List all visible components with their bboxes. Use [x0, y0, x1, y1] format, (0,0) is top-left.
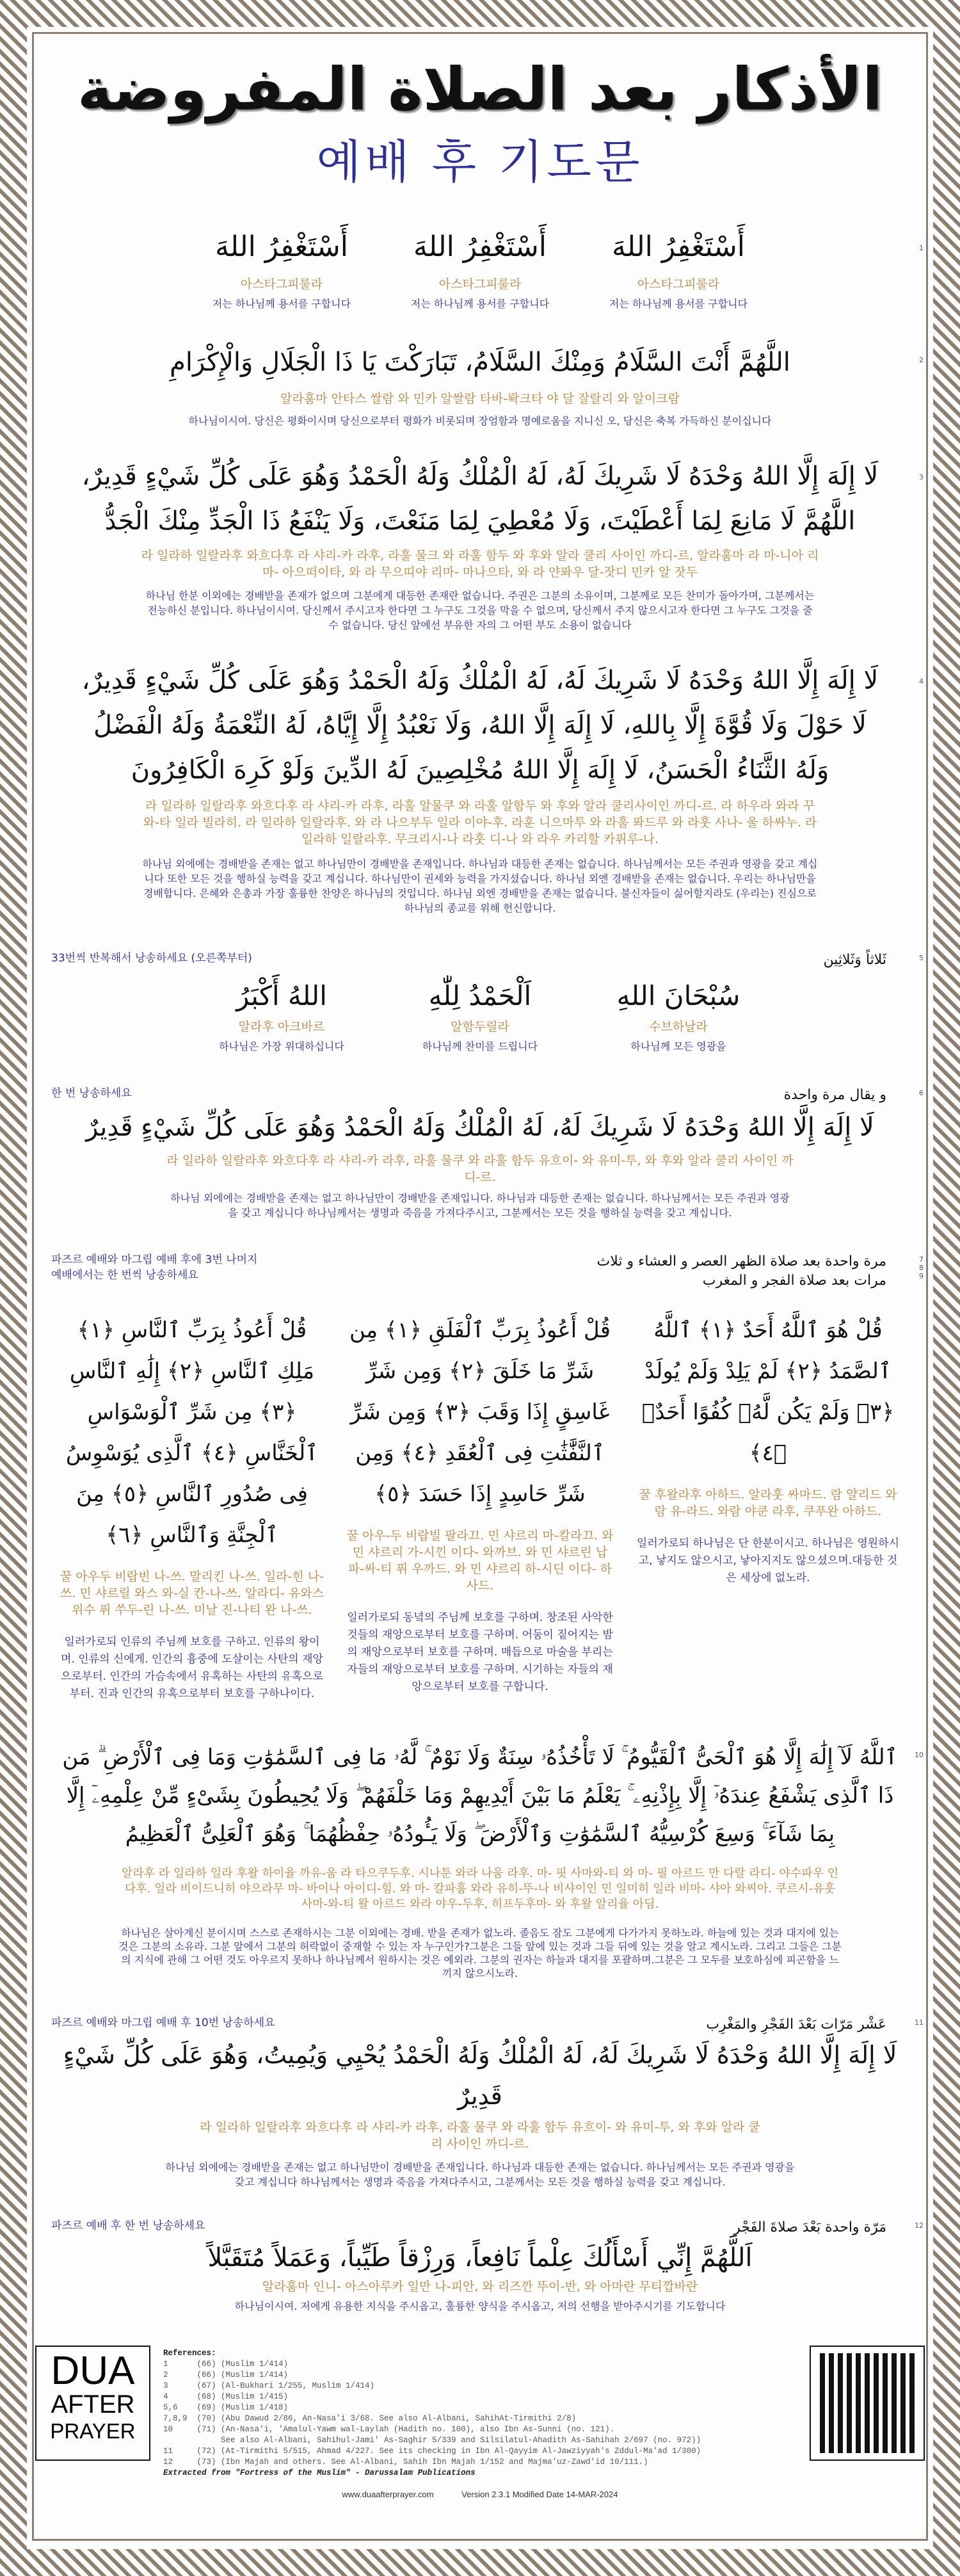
version-info: Version 2.3.1 Modified Date 14-MAR-2024 — [461, 2490, 618, 2499]
translation: 일러가로되 하나님은 단 한분이시고. 하나님은 영원하시고, 낳지도 않으시고, 낳아지지도 않으셨으며.대등한 것은 세상에 없노라. — [636, 1537, 900, 1584]
instruction-line: 파즈르 예배와 마그립 예배 후에 3번 나머지 — [51, 1253, 258, 1266]
section-4 — [35, 658, 925, 915]
romanization: 아스타그피룰라 — [240, 277, 323, 291]
romanization: 알함두릴라 — [451, 1020, 509, 1034]
footer — [35, 2346, 925, 2518]
dhikr-item — [595, 974, 762, 1054]
reference-item: 3 (67) (Al-Bukhari 1/255, Muslim 1/414) — [163, 2381, 375, 2390]
reference-item: 4 (68) (Muslim 1/415) — [163, 2392, 289, 2401]
section-header — [35, 951, 925, 970]
translation: 일러가로되 인류의 주님께 보호를 구하고. 인류의 왕이며. 인류의 신에게. 인간의 흉중에 도살이는 사탄의 재앙으로부터. 인간의 가슴속에서 유혹하는 사탄의 유혹으로부터. 진과 인간의 유혹으로부터 보호를 구하나이다. — [60, 1636, 324, 1700]
romanization: 알라후 아크바르 — [238, 1020, 325, 1034]
romanization: 꿀 아우두 비랍빈 나-쓰. 말리킨 나-쓰. 일라-힌 나-쓰. 민 샤르릴 와스 와-실 칸-나-쓰. 알라디- 유와스위수 퓌 쑤두-린 나-쓰. 미날 진-나티 완 나-쓰. — [60, 1570, 324, 1617]
instruction-label: 33번씩 반복해서 낭송하세요 (오른쪽부터) — [51, 952, 252, 965]
translation: 하나님이시여. 저에게 유용한 지식을 주시옵고, 훌륭한 양식을 주시옵고, 저의 선행을 받아주시기를 기도합니다 — [234, 2300, 726, 2312]
arabic-text: لَا إِلَهَ إِلَّا اللهُ وَحْدَهُ لَا شَرِيكَ لَهُ، لَهُ الْمُلْكُ وَلَهُ الْحَمْدُ وَهُوَ عَلَى كُلِّ شَيْءٍ قَدِيرٌ — [86, 1113, 874, 1142]
arabic-instruction-line: مرات بعد صلاة الفجر و المغرب — [702, 1273, 886, 1289]
romanization: 꿀 아우-두 비랍빌 팔라끄. 민 샤르리 마-칼라끄. 와 민 샤르리 가-시낀 이다- 와까브. 와 민 샤르린 납파-싸-티 퓌 우까드. 와 민 샤르리 하-시딘 이다- 하사드. — [346, 1529, 614, 1593]
references — [163, 2348, 701, 2479]
section-12 — [35, 2218, 925, 2314]
section-10-ayat-al-kursi — [35, 1738, 925, 1980]
footer-meta — [35, 2490, 925, 2499]
arabic-text: اللَّهُمَّ أَنْتَ السَّلَامُ وَمِنْكَ السَّلَامُ، تَبَارَكْتَ يَا ذَا الْجَلَالِ وَالْإِكْرَامِ — [170, 348, 790, 377]
qr-code[interactable] — [810, 2346, 925, 2461]
translation: 하나님은 가장 위대하십니다 — [219, 1040, 344, 1052]
section-header — [35, 2015, 925, 2034]
page-content — [35, 0, 925, 2576]
translation: 저는 하나님께 용서를 구합니다 — [410, 298, 550, 310]
section-7-9 — [35, 1252, 925, 1703]
romanization: 라 일라하 일랄라후 와흐다후 라 샤리-카 라후, 라훌 물쿠 와 라훌 함두 유흐이- 와 유미-투, 와 후와 알라 쿨리 사이인 까디-르. — [166, 1154, 794, 1184]
section-1 — [35, 218, 925, 311]
arabic-text: سُبْحَانَ اللهِ — [616, 980, 740, 1011]
section-numbers — [919, 1255, 924, 1280]
reference-item: 2 (66) (Muslim 1/414) — [163, 2371, 289, 2379]
arabic-instruction-line: مرة واحدة بعد صلاة الظهر العصر و العشاء و ثلاث — [596, 1253, 886, 1269]
section-11 — [35, 2015, 925, 2189]
section-2 — [35, 337, 925, 428]
arabic-text: قُلْ أَعُوذُ بِرَبِّ ٱلنَّاسِ ﴿١﴾ مَلِكِ ٱلنَّاسِ ﴿٢﴾ إِلَٰهِ ٱلنَّاسِ ﴿٣﴾ مِن شَرِّ ٱلْوَسْوَاسِ ٱلْخَنَّاسِ ﴿٤﴾ ٱلَّذِى يُوَسْوِسُ فِى صُدُورِ ٱلنَّاسِ ﴿٥﴾ مِنَ ٱلْجِنَّةِ وَٱلنَّاسِ ﴿٦﴾ — [65, 1317, 319, 1548]
arabic-text: أَسْتَغْفِرُ اللهَ — [215, 230, 348, 263]
section-number: 4 — [919, 677, 924, 686]
arabic-instruction: عَشْر مَرّات بَعْدَ الفَجْرِ والمَغْرِب — [706, 2017, 886, 2033]
reference-item: See also Al-Albani, Sahihul-Jami' As-Saghir 5/339 and Silsilatul-Ahadith As-Sahihah 2/697 (no. 972)) — [163, 2436, 701, 2445]
section-number: 8 — [919, 1264, 924, 1272]
translation: 저는 하나님께 용서를 구합니다 — [212, 298, 351, 310]
translation: 하나님 한분 이외에는 경배받을 존재가 없으며 그분에게 대등한 존재란 없습니다. 주권은 그분의 소유이며, 그분께로 모든 찬미가 돌아가며, 그분께서는 전능하신 분입니다. 하나님이시여. 당신께서 주시고자 한다면 그 누구도 그것을 막을 수 없으며, 당신께서 주지 않으시고자 한다면 그 누구도 그것을 줄 수 없습니다. 당신 앞에선 부유한 자의 그 어떤 부도 소용이 없습니다 — [145, 590, 815, 631]
section-number: 6 — [919, 1089, 924, 1097]
arabic-text: أَسْتَغْفِرُ اللهَ — [413, 230, 547, 263]
instruction-line: 예배에서는 한 번씩 낭송하세요 — [51, 1269, 198, 1282]
section-number: 9 — [919, 1272, 924, 1280]
reference-item: 10 (71) (An-Nasa'i, 'Amalul-Yawm wal-Laylah (Hadith no. 100), also Ibn As-Sunni (no. 121). — [163, 2425, 615, 2434]
references-title: References: — [163, 2349, 216, 2358]
section-number: 7 — [919, 1255, 924, 1264]
reference-item: 11 (72) (At-Tirmithi 5/515, Ahmad 4/227. See its checking in Ibn Al-Qayyim Al-Jawziyyah's Zddul-Ma'ad 1/300) — [163, 2447, 701, 2456]
translation: 하나님께 모든 영광을 — [630, 1040, 726, 1052]
arabic-text: ٱللَّهُ لَآ إِلَٰهَ إِلَّا هُوَ ٱلْحَىُّ ٱلْقَيُّومُ ۚ لَا تَأْخُذُهُۥ سِنَةٌ وَلَا نَوْمٌ ۚ لَّهُۥ مَا فِى ٱلسَّمَٰوَٰتِ وَمَا فِى ٱلْأَرْضِ ۗ مَن ذَا ٱلَّذِى يَشْفَعُ عِندَهُۥٓ إِلَّا بِإِذْنِهِۦ ۚ يَعْلَمُ مَا بَيْنَ أَيْدِيهِمْ وَمَا خَلْفَهُمْ ۖ وَلَا يُحِيطُونَ بِشَىْءٍ مِّنْ عِلْمِهِۦٓ إِلَّا بِمَا شَآءَ ۚ وَسِعَ كُرْسِيُّهُ ٱلسَّمَٰوَٰتِ وَٱلْأَرْضَ ۖ وَلَا يَـُٔودُهُۥ حِفْظُهُمَا ۚ وَهُوَ ٱلْعَلِىُّ ٱلْعَظِيمُ — [62, 1744, 898, 1847]
section-number: 5 — [919, 954, 924, 962]
arabic-instruction: و يقال مرة واحدة — [783, 1087, 886, 1103]
dhikr-item — [198, 218, 365, 311]
arabic-line: اللَّهُمَّ لَا مَانِعَ لِمَا أَعْطَيْتَ، وَلَا مُعْطِيَ لِمَا مَنَعْتَ، وَلَا يَنْفَعُ ذَا الْجَدِّ مِنْكَ الْجَدُّ — [104, 506, 856, 536]
reference-item: 7,8,9 (70) (Abu Dawud 2/86, An-Nasa'i 3/68. See also Al-Albani, SahihAt-Tirmithi 2/8) — [163, 2414, 577, 2423]
dua-after-prayer-logo — [35, 2346, 150, 2461]
arabic-instruction — [596, 1252, 886, 1291]
romanization: 아스타그피룰라 — [637, 277, 720, 291]
section-number: 11 — [915, 2018, 924, 2027]
section-3 — [35, 454, 925, 632]
section-number: 3 — [919, 473, 924, 481]
arabic-text: أَسْتَغْفِرُ اللهَ — [612, 230, 745, 263]
translation: 저는 하나님께 용서를 구합니다 — [609, 298, 748, 310]
dhikr-item — [397, 974, 563, 1054]
surah-nas — [58, 1310, 326, 1703]
romanization: 꿀 후왈라후 아하드. 알라훗 싸마드. 람 얄리드 와람 유-라드. 와람 야쿤 라후, 쿠푸완 아하드. — [639, 1488, 897, 1518]
section-number: 12 — [915, 2221, 924, 2230]
romanization: 알라후 라 일라하 일라 후왈 하이율 까유-움 라 타으쿠두후. 시나툰 와라 나움 라후. 마- 핏 사마와-티 와 마- 필 아르드 만 다랄 라디- 야수파우 인다후. 일라 비이드니히 야으라무 마- 바이나 아이디-힘. 와 마- 칼파훔 와라 유히-뚜-나 비샤이인 민 일미히 일라 비마- 샤아 와씨아. 쿠르시-유훗 사마-와-티 왈 아르드 와라 야우-두후, 히프두후마- 와 후왈 알리율 아딤. — [121, 1867, 839, 1911]
translation: 하나님은 살아계신 분이시며 스스로 존재하시는 그분 이외에는 경배. 받을 존재가 없노라. 졸음도 잠도 그분에게 다가가지 못하노라. 하늘에 있는 것과 대지에 있는 것은 그분의 소유라. 그분 앞에서 그분의 허락없이 중재할 수 있는 자 누구인가?그분은 그들 앞에 있는 것과 그들 뒤에 있는 것을 알고 계시노라. 그리고 그들은 그분의 지식에 관해 그 어떤 것도 아우르지 못하나 하나님께서 원하시는 것은 예외라. 그분의 권자는 하늘과 대지를 포괄하며.그분은 그 모두를 보호하심에 피곤함을 느끼지 않으시노라. — [118, 1927, 842, 1979]
romanization: 라 일라하 일랄라후 와흐다후 라 샤리-카 라후, 라훌 물쿠 와 라훌 함두 유흐이- 와 유미-투, 와 후와 알라 쿨리 사이인 까디-르. — [200, 2120, 760, 2151]
website-link[interactable]: www.duaafterprayer.com — [342, 2490, 434, 2499]
arabic-text: اللهُ أَكْبَرُ — [236, 980, 327, 1011]
logo-text: AFTER — [51, 2390, 135, 2419]
arabic-text: قُلْ هُوَ ٱللَّهُ أَحَدٌ ﴿١﴾ ٱللَّهُ ٱلصَّمَدُ ﴿٢﴾ لَمْ يَلِدْ وَلَمْ يُولَدْ ﴿٣﴾ وَلَمْ يَكُن لَّهُۥ كُفُوًا أَحَدٌۢ ﴿٤﴾ — [641, 1317, 895, 1466]
reference-item: 12 (73) (Ibn Majah and others. See Al-Albani, Sahih Ibn Majah 1/152 and Majma'uz-Zawd'id 10/111.) — [163, 2458, 648, 2467]
title-korean: 예배 후 기도문 — [316, 135, 644, 189]
romanization: 알라훔마 안타스 쌀람 와 민카 알쌀람 타바-롹크타 야 달 잘랄리 와 알이크람 — [280, 392, 680, 406]
translation: 하나님 외에에는 경배받을 존재는 없고 하나님만이 경배받을 존재입니다. 하나님과 대등한 존재는 없습니다. 하나님께서는 모든 주권과 영광을 갖고 계십니다 하나님께서는 생명과 죽음을 가져다주시고, 그분께서는 모든 것을 행하실 능력을 갖고 계십니다. — [165, 2161, 795, 2188]
romanization: 알라훔마 인니- 아스아루카 일만 나-피안, 와 리즈깐 뚜이-반, 와 아마란 무티깝바란 — [262, 2280, 698, 2294]
romanization: 라 일라하 일랄라후 와흐다후 라 샤리-카 라후, 라훌 알물쿠 와 라훌 알함두 와 후와 알라 쿨리사이인 까디-르. 라 하우라 와라 꾸와-타 일라 빌라히. 라 일라하 일랄라후. 와 라 나으부두 일라 이야-후. 라훈 니으마투 와 라훌 퐈드루 와 라훗 사나- 울 하싸누. 라 일라하 일랄라후. 무크리시-나 라훗 디-나 와 라우 카리할 카퓌루-나. — [143, 799, 817, 846]
surah-ikhlas — [634, 1310, 902, 1703]
instruction-label: 파즈르 예배와 마그립 예배 후 10번 낭송하세요 — [51, 2017, 275, 2029]
translation: 하나님 외에에는 경배받을 존재는 없고 하나님만이 경배받을 존재입니다. 하나님과 대등한 존재는 없습니다. 하나님께서는 모든 주권과 영광을 갖고 계십니다 하나님께서는 생명과 죽음을 가져다주시고, 그분께서는 모든 것을 행하실 능력을 갖고 계십니다. — [170, 1192, 790, 1219]
reference-item: 5,6 (69) (Muslim 1/418) — [163, 2403, 289, 2412]
arabic-text: اَللَّهُمَّ إِنِّي أَسْأَلُكَ عِلْماً نَافِعاً، وَرِزْقاً طَيِّباً، وَعَمَلاً مُتَقَبَّلاً — [207, 2243, 753, 2273]
arabic-text: اَلْحَمْدُ لِلّٰهِ — [428, 980, 532, 1011]
section-header — [35, 1252, 925, 1291]
section-number: 2 — [919, 356, 924, 364]
dhikr-item — [198, 974, 365, 1054]
dhikr-item — [397, 218, 563, 311]
translation: 하나님께 찬미를 드립니다 — [422, 1040, 538, 1052]
translation: 일러가로되 동녘의 주님께 보호를 구하며. 창조된 사악한 것들의 재앙으로부터 보호를 구하며. 어둠이 짙어지는 밤의 재앙으로부터 보호를 구하며. 매듭으로 마술을 부리는 자들의 재앙으로부터 보호를 구하며. 시기하는 자들의 재앙으로부터 보호를 구합니다. — [347, 1611, 613, 1693]
title-arabic: الأذكار بعد الصلاة المفروضة — [77, 55, 883, 124]
section-number: 10 — [915, 1751, 924, 1759]
arabic-line: لَا إِلَهَ إِلَّا اللهُ وَحْدَهُ لَا شَرِيكَ لَهُ، لَهُ الْمُلْكُ وَلَهُ الْحَمْدُ وَهُوَ عَلَى كُلِّ شَيْءٍ قَدِيرٌ، — [81, 462, 879, 491]
romanization: 아스타그피룰라 — [438, 277, 522, 291]
translation: 하나님 외에에는 경배받을 존재는 없고 하나님만이 경배받을 존재입니다. 하나님과 대등한 존재는 없습니다. 하나님께서는 모든 주권과 영광을 갖고 계십니다 또한 모든 것을 행하실 능력을 갖고 계십니다. 하나님만이 권세와 능력을 가지셨습니다. 하나님 외엔 경배받을 존재는 없습니다. 우리는 하나님만을 경배합니다. 은혜와 은총과 가장 훌륭한 찬양은 하나님의 것입니다. 하나님 외엔 경배받을 존재는 없습니다. 불신자들이 싫어할지라도 (우리는) 진심으로 하나님의 종교를 위해 헌신합니다. — [142, 858, 818, 914]
source-note: Extracted from "Fortress of the Muslim" - Darussalam Publications — [163, 2468, 476, 2477]
arabic-line: وَلَهُ الثَّنَاءُ الْحَسَنُ، لَا إِلَهَ إِلَّا اللهُ مُخْلِصِينَ لَهُ الدِّينَ وَلَوْ كَرِهَ الْكَافِرُونَ — [131, 755, 829, 785]
section-header — [35, 2218, 925, 2237]
arabic-instruction: ثَلاثاً وَثَلاثِين — [823, 952, 886, 968]
arabic-text: قُلْ أَعُوذُ بِرَبِّ ٱلْفَلَقِ ﴿١﴾ مِن شَرِّ مَا خَلَقَ ﴿٢﴾ وَمِن شَرِّ غَاسِقٍ إِذَا وَقَبَ ﴿٣﴾ وَمِن شَرِّ ٱلنَّفَّٰثَٰتِ فِى ٱلْعُقَدِ ﴿٤﴾ وَمِن شَرِّ حَاسِدٍ إِذَا حَسَدَ ﴿٥﴾ — [349, 1317, 611, 1507]
instruction-label — [51, 1252, 257, 1283]
logo-text: PRAYER — [50, 2419, 136, 2443]
romanization: 라 일라하 일랄라후 와흐다후 라 샤리-카 라후, 라훌 물크 와 라훌 함두 와 후와 알라 쿨리 사이인 까디-르, 알라훔마 라 마-니아 리마- 아으떠이타, 와 라 무으띠야 리마- 마나으타, 와 라 얀퐈우 달-잣디 민카 알 잣두 — [141, 549, 819, 579]
instruction-label: 파즈르 예배 후 한 번 낭송하세요 — [51, 2219, 205, 2232]
reference-item: 1 (66) (Muslim 1/414) — [163, 2360, 289, 2369]
arabic-text: لَا إِلَهَ إِلَّا اللهُ وَحْدَهُ لَا شَرِيكَ لَهُ، لَهُ الْمُلْكُ وَلَهُ الْحَمْدُ يُحْيِي وَيُمِيتُ، وَهُوَ عَلَى كُلِّ شَيْءٍ قَدِيرٌ — [63, 2041, 897, 2110]
romanization: 수브하날라 — [649, 1020, 708, 1034]
arabic-line: لَا حَوْلَ وَلَا قُوَّةَ إِلَّا بِاللهِ، لَا إِلَهَ إِلَّا اللهُ، وَلَا نَعْبُدُ إِلَّا إِيَّاهُ، لَهُ النِّعْمَةُ وَلَهُ الْفَضْلُ — [93, 711, 867, 740]
arabic-instruction: مَرّة واحدة بَعْدَ صلاةَ الفَجْر — [733, 2219, 886, 2235]
arabic-line: لَا إِلَهَ إِلَّا اللهُ وَحْدَهُ لَا شَرِيكَ لَهُ، لَهُ الْمُلْكُ وَلَهُ الْحَمْدُ وَهُوَ عَلَى كُلِّ شَيْءٍ قَدِيرٌ، — [81, 666, 879, 695]
logo-text: DUA — [51, 2349, 135, 2393]
instruction-label: 한 번 낭송하세요 — [51, 1087, 132, 1100]
translation: 하나님이시여. 당신은 평화이시며 당신으로부터 평화가 비롯되며 장엄함과 명예로움을 지니신 오, 당신은 축복 가득하신 분이십니다 — [188, 415, 772, 427]
section-5 — [35, 951, 925, 1054]
header — [35, 48, 925, 193]
dhikr-item — [595, 218, 762, 311]
section-6 — [35, 1086, 925, 1220]
section-header — [35, 1086, 925, 1105]
section-number: 1 — [919, 244, 924, 252]
surah-falaq — [346, 1310, 614, 1703]
